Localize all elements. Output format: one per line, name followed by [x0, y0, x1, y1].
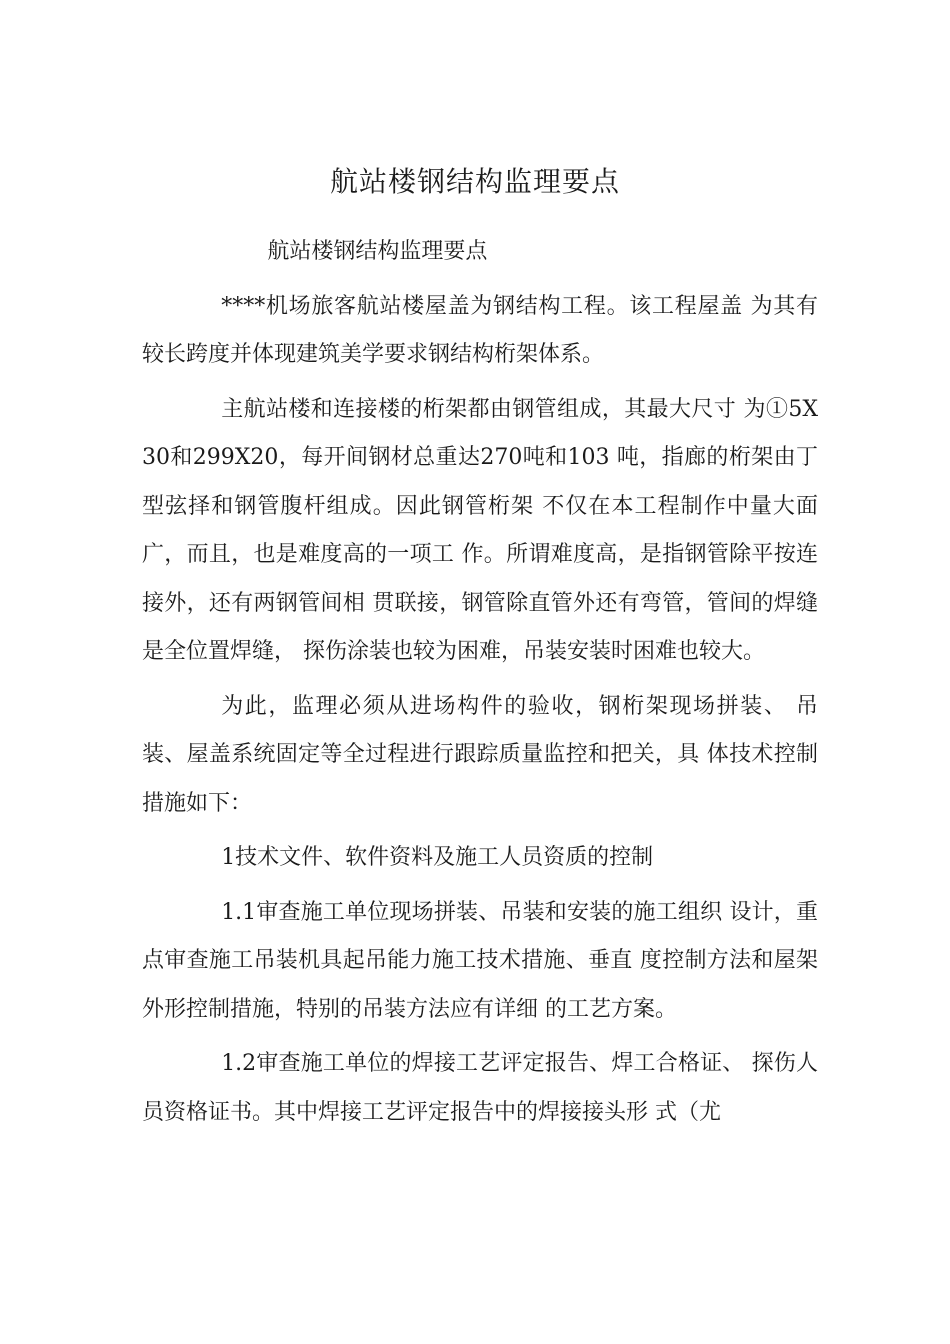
document-body [142, 228, 818, 1143]
document-title: 航站楼钢结构监理要点 [329, 165, 620, 198]
section-1-2-paragraph: 1.2审查施工单位的焊接工艺评定报告、焊工合格证、 探伤人员资格证书。其中焊接工艺评定报告中的焊接接头形 式（尤 [142, 1051, 818, 1125]
truss-description-paragraph: 主航站楼和连接楼的桁架都由钢管组成，其最大尺寸 为①5X30和299X20，每开间钢材总重达270吨和103 吨，指廊的桁架由丁型弦择和钢管腹杆组成。因此钢管桁架 不仅在本工程制作中量大面广，而且，也是难度高的一项工 作。所谓难度高，是指钢管除平按连接外，还有两钢管间相 贯联接，钢管除直管外还有弯管，管间的焊缝是全位置焊缝， 探伤涂装也较为困难，吊装安装时困难也较大。 [142, 396, 818, 664]
subtitle-paragraph: 航站楼钢结构监理要点 [267, 239, 488, 264]
section-heading-1: 1技术文件、软件资料及施工人员资质的控制 [221, 845, 654, 870]
intro-paragraph: ****机场旅客航站楼屋盖为钢结构工程。该工程屋盖 为其有较长跨度并体现建筑美学要求钢结构桁架体系。 [142, 293, 818, 367]
supervision-scope-paragraph: 为此，监理必须从进场构件的验收，钢桁架现场拼装、 吊装、屋盖系统固定等全过程进行跟踪质量监控和把关，具 体技术控制措施如下： [142, 693, 818, 816]
section-1-1-paragraph: 1.1审查施工单位现场拼装、吊装和安装的施工组织 设计，重点审查施工吊装机具起吊能力施工技术措施、垂直 度控制方法和屋架外形控制措施，特别的吊装方法应有详细 的工艺方案。 [142, 899, 818, 1022]
